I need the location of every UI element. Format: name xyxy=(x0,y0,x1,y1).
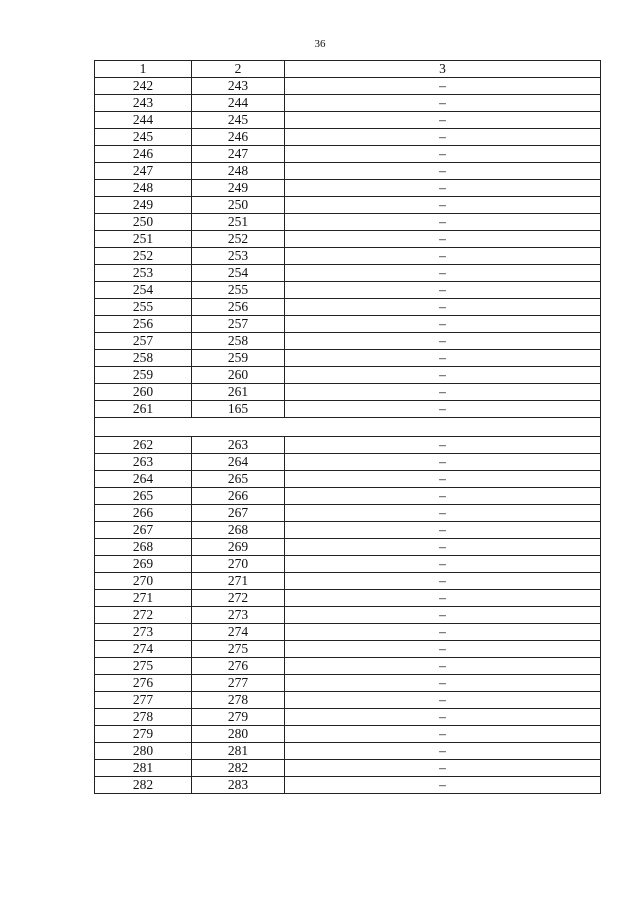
table-cell-col2: 280 xyxy=(192,726,285,743)
table-cell-col2: 244 xyxy=(192,95,285,112)
table-cell-col2: 259 xyxy=(192,350,285,367)
table-row xyxy=(95,384,601,401)
table-row xyxy=(95,401,601,418)
table-row xyxy=(95,197,601,214)
table-cell-col1: 265 xyxy=(95,488,192,505)
table-cell-col1: 273 xyxy=(95,624,192,641)
table-row xyxy=(95,146,601,163)
table-cell-col1: 266 xyxy=(95,505,192,522)
table-cell-col2: 257 xyxy=(192,316,285,333)
table-row xyxy=(95,248,601,265)
table-cell-col3: – xyxy=(285,641,601,658)
table-cell-col1: 280 xyxy=(95,743,192,760)
table-row xyxy=(95,573,601,590)
table-cell-col3: – xyxy=(285,743,601,760)
table-row xyxy=(95,488,601,505)
table-cell-col2: 277 xyxy=(192,675,285,692)
table-cell-col2: 246 xyxy=(192,129,285,146)
table-cell-col1: 275 xyxy=(95,658,192,675)
table-cell-col2: 245 xyxy=(192,112,285,129)
table-cell-col1: 261 xyxy=(95,401,192,418)
table-cell-col1: 246 xyxy=(95,146,192,163)
table-cell-col2: 272 xyxy=(192,590,285,607)
table-cell-col3: – xyxy=(285,78,601,95)
table-row xyxy=(95,112,601,129)
table-row xyxy=(95,350,601,367)
table-cell-col3: – xyxy=(285,265,601,282)
table-cell-col3: – xyxy=(285,556,601,573)
table-cell-col3: – xyxy=(285,316,601,333)
table-cell-col2: 264 xyxy=(192,454,285,471)
table-cell-col2: 265 xyxy=(192,471,285,488)
table-cell-col1: 278 xyxy=(95,709,192,726)
table-cell-col3: – xyxy=(285,675,601,692)
table-cell-col2: 267 xyxy=(192,505,285,522)
table-cell-col1: 279 xyxy=(95,726,192,743)
table-cell-col2: 274 xyxy=(192,624,285,641)
table-cell-col3: – xyxy=(285,437,601,454)
table-cell-col3: – xyxy=(285,95,601,112)
table-row xyxy=(95,214,601,231)
table-row xyxy=(95,675,601,692)
table-cell-col3: – xyxy=(285,607,601,624)
table-cell-col2: 254 xyxy=(192,265,285,282)
table-cell-col3: – xyxy=(285,726,601,743)
table-cell-col2: 271 xyxy=(192,573,285,590)
table-cell-col3: – xyxy=(285,624,601,641)
table-row xyxy=(95,590,601,607)
table-cell-col1: 254 xyxy=(95,282,192,299)
table-cell-col1: 267 xyxy=(95,522,192,539)
table-section-1 xyxy=(95,78,601,418)
table-section-2 xyxy=(95,437,601,794)
table-cell-col1: 245 xyxy=(95,129,192,146)
table-row xyxy=(95,760,601,777)
table-cell-col2: 282 xyxy=(192,760,285,777)
table-row xyxy=(95,180,601,197)
table-row xyxy=(95,709,601,726)
table-cell-col1: 270 xyxy=(95,573,192,590)
table-row xyxy=(95,454,601,471)
table-cell-col1: 248 xyxy=(95,180,192,197)
table-cell-col2: 255 xyxy=(192,282,285,299)
table-cell-col2: 270 xyxy=(192,556,285,573)
table-cell-col2: 256 xyxy=(192,299,285,316)
table-cell-col2: 276 xyxy=(192,658,285,675)
table-row xyxy=(95,743,601,760)
table-cell-col3: – xyxy=(285,299,601,316)
table-row xyxy=(95,437,601,454)
table-row xyxy=(95,299,601,316)
table-row xyxy=(95,658,601,675)
table-row xyxy=(95,78,601,95)
table-cell-col3: – xyxy=(285,522,601,539)
table-row xyxy=(95,624,601,641)
table-separator xyxy=(95,418,601,437)
table-cell-col2: 250 xyxy=(192,197,285,214)
table-cell-col1: 274 xyxy=(95,641,192,658)
table-row xyxy=(95,367,601,384)
table-cell-col1: 269 xyxy=(95,556,192,573)
table-cell-col1: 268 xyxy=(95,539,192,556)
table-row xyxy=(95,539,601,556)
column-header-1: 1 xyxy=(95,61,192,78)
table-cell-col3: – xyxy=(285,129,601,146)
table-row xyxy=(95,282,601,299)
table-cell-col1: 281 xyxy=(95,760,192,777)
table-cell-col3: – xyxy=(285,231,601,248)
table-cell-col2: 165 xyxy=(192,401,285,418)
table-row xyxy=(95,607,601,624)
table-cell-col1: 276 xyxy=(95,675,192,692)
table-header-row xyxy=(95,61,601,78)
table-row xyxy=(95,129,601,146)
table-cell-col1: 282 xyxy=(95,777,192,794)
table-cell-col3: – xyxy=(285,197,601,214)
page-number: 36 xyxy=(314,38,326,50)
table-cell-col1: 243 xyxy=(95,95,192,112)
table-cell-col3: – xyxy=(285,367,601,384)
table-cell-col2: 263 xyxy=(192,437,285,454)
table-cell-col1: 252 xyxy=(95,248,192,265)
table-row xyxy=(95,231,601,248)
table-cell-col3: – xyxy=(285,401,601,418)
table-row xyxy=(95,265,601,282)
table-cell-col2: 266 xyxy=(192,488,285,505)
table-cell-col1: 244 xyxy=(95,112,192,129)
table-cell-col2: 249 xyxy=(192,180,285,197)
table-cell-col2: 275 xyxy=(192,641,285,658)
table-row xyxy=(95,556,601,573)
table-cell-col1: 249 xyxy=(95,197,192,214)
table-row xyxy=(95,95,601,112)
table-cell-col3: – xyxy=(285,573,601,590)
table-cell-col2: 253 xyxy=(192,248,285,265)
table-cell-col3: – xyxy=(285,658,601,675)
table-cell-col3: – xyxy=(285,777,601,794)
table-row xyxy=(95,726,601,743)
table-cell-col1: 259 xyxy=(95,367,192,384)
table-row xyxy=(95,505,601,522)
table-cell-col3: – xyxy=(285,709,601,726)
table-cell-col2: 273 xyxy=(192,607,285,624)
table-cell-col2: 248 xyxy=(192,163,285,180)
separator-row xyxy=(95,418,601,437)
table-cell-col1: 257 xyxy=(95,333,192,350)
table-cell-col1: 250 xyxy=(95,214,192,231)
table-cell-col1: 253 xyxy=(95,265,192,282)
table-cell-col2: 260 xyxy=(192,367,285,384)
table-row xyxy=(95,163,601,180)
table-cell-col3: – xyxy=(285,333,601,350)
table-cell-col1: 251 xyxy=(95,231,192,248)
data-table xyxy=(94,60,601,794)
table-cell-col1: 258 xyxy=(95,350,192,367)
table-cell-col3: – xyxy=(285,384,601,401)
table-cell-col3: – xyxy=(285,505,601,522)
table-cell-col3: – xyxy=(285,282,601,299)
table-cell-col1: 247 xyxy=(95,163,192,180)
table-cell-col1: 263 xyxy=(95,454,192,471)
separator-cell xyxy=(95,418,601,437)
table-cell-col3: – xyxy=(285,760,601,777)
table-cell-col3: – xyxy=(285,112,601,129)
table-row xyxy=(95,333,601,350)
table-cell-col3: – xyxy=(285,180,601,197)
table-cell-col1: 256 xyxy=(95,316,192,333)
column-header-2: 2 xyxy=(192,61,285,78)
table-cell-col3: – xyxy=(285,590,601,607)
table-row xyxy=(95,692,601,709)
table-cell-col2: 252 xyxy=(192,231,285,248)
table-cell-col3: – xyxy=(285,539,601,556)
table-cell-col2: 251 xyxy=(192,214,285,231)
table-cell-col3: – xyxy=(285,214,601,231)
table-cell-col2: 247 xyxy=(192,146,285,163)
table-row xyxy=(95,641,601,658)
table-cell-col3: – xyxy=(285,350,601,367)
table-cell-col2: 269 xyxy=(192,539,285,556)
table-cell-col1: 262 xyxy=(95,437,192,454)
table-cell-col1: 272 xyxy=(95,607,192,624)
table-cell-col1: 260 xyxy=(95,384,192,401)
table-row xyxy=(95,471,601,488)
table-cell-col3: – xyxy=(285,146,601,163)
table-cell-col3: – xyxy=(285,692,601,709)
table-cell-col2: 243 xyxy=(192,78,285,95)
table-cell-col2: 281 xyxy=(192,743,285,760)
table-row xyxy=(95,316,601,333)
table-row xyxy=(95,522,601,539)
table-cell-col1: 255 xyxy=(95,299,192,316)
table-cell-col2: 258 xyxy=(192,333,285,350)
table-cell-col1: 242 xyxy=(95,78,192,95)
table-cell-col2: 268 xyxy=(192,522,285,539)
table-cell-col2: 279 xyxy=(192,709,285,726)
table-cell-col2: 261 xyxy=(192,384,285,401)
table-cell-col2: 283 xyxy=(192,777,285,794)
column-header-3: 3 xyxy=(285,61,601,78)
table-cell-col3: – xyxy=(285,471,601,488)
table-cell-col1: 264 xyxy=(95,471,192,488)
table-cell-col3: – xyxy=(285,454,601,471)
table-cell-col1: 271 xyxy=(95,590,192,607)
table-cell-col1: 277 xyxy=(95,692,192,709)
table-cell-col3: – xyxy=(285,248,601,265)
table-cell-col3: – xyxy=(285,163,601,180)
table-row xyxy=(95,777,601,794)
table-cell-col3: – xyxy=(285,488,601,505)
table-cell-col2: 278 xyxy=(192,692,285,709)
